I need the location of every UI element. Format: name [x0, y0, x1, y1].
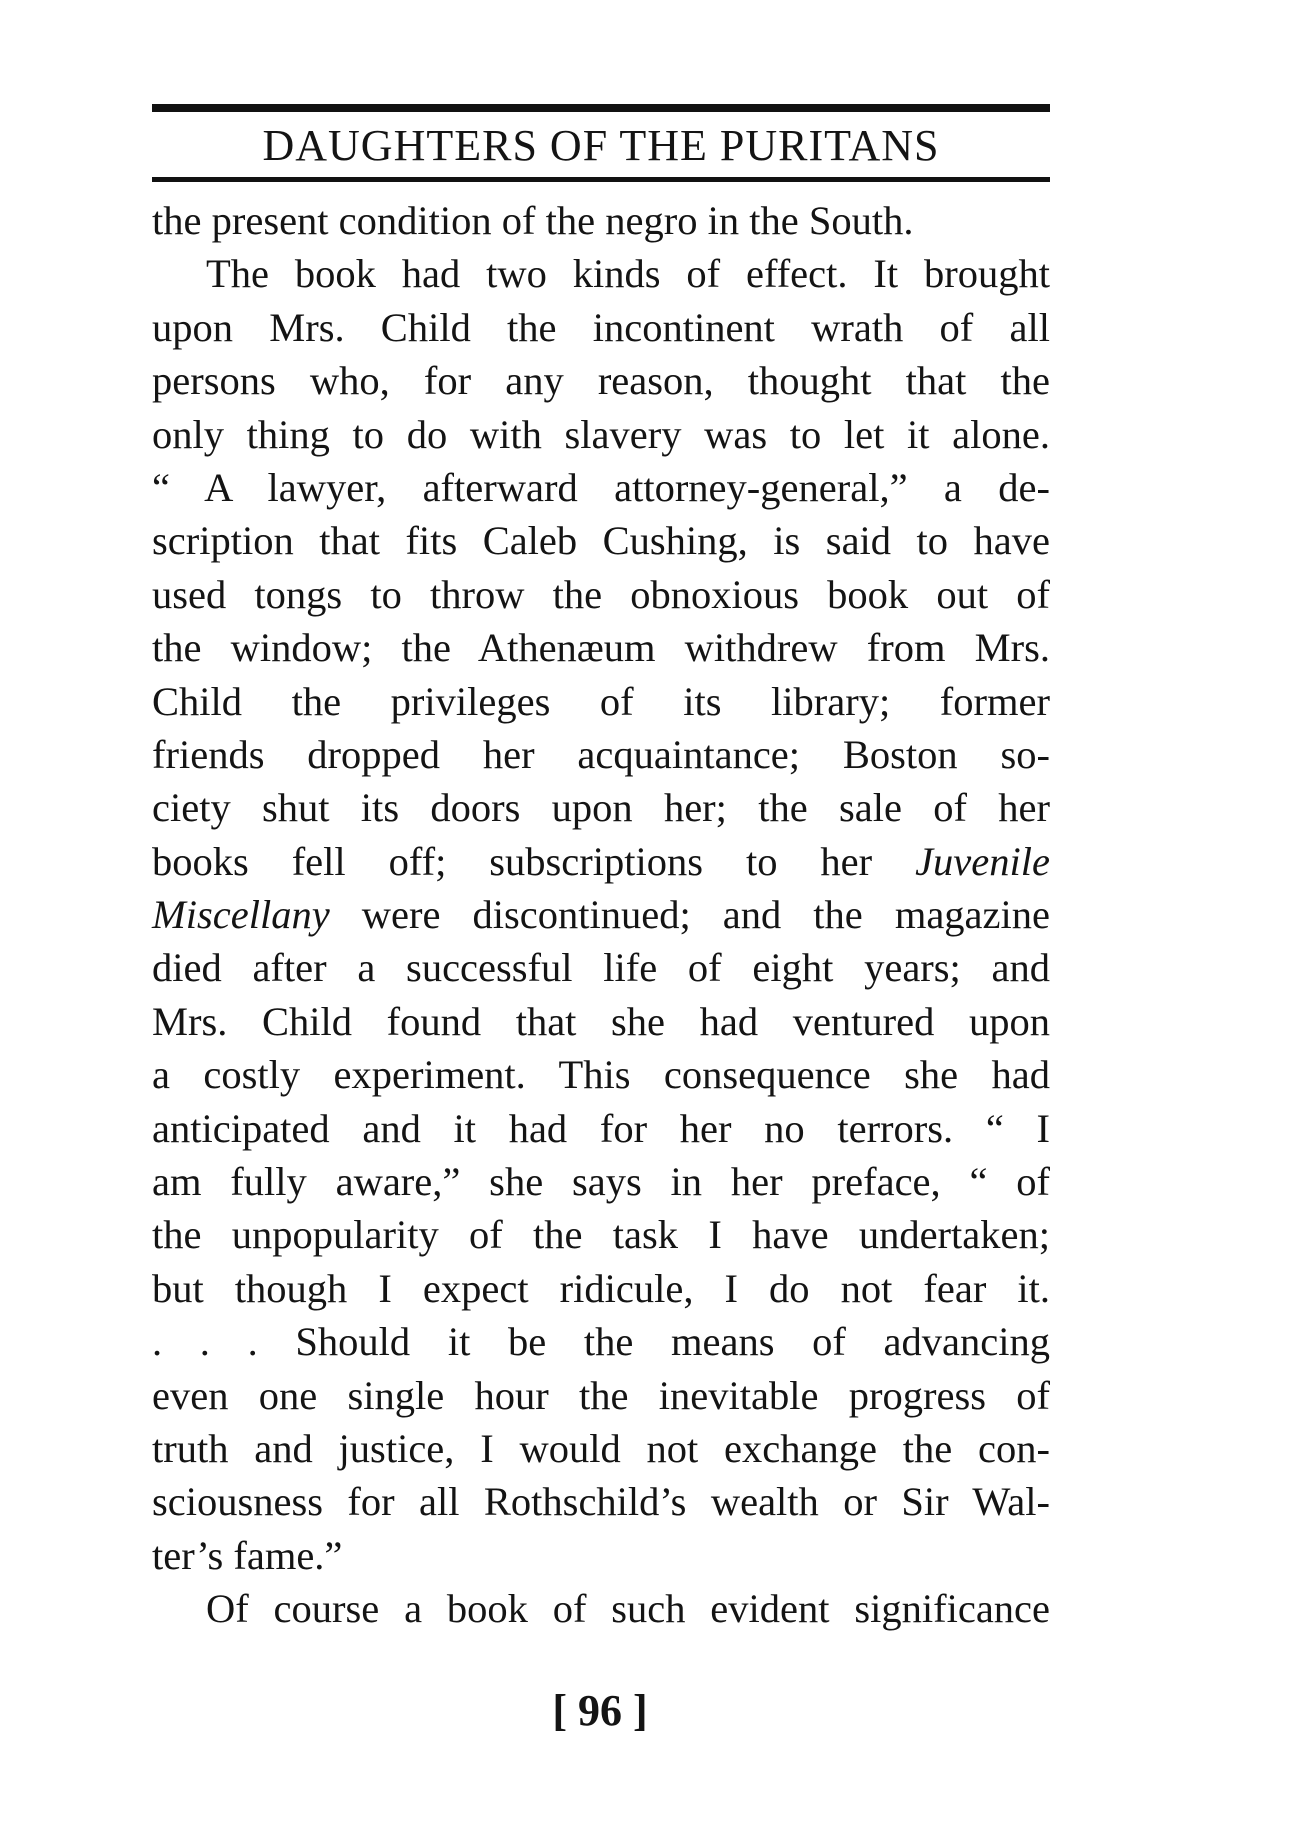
text-line: “ A lawyer, afterward attorney-general,” a de- [152, 464, 1050, 510]
text-line: ciety shut its doors upon her; the sale of her [152, 785, 1050, 831]
header-rule-bottom [152, 177, 1050, 182]
text-line: upon Mrs. Child the incontinent wrath of all [152, 304, 1050, 350]
text-line: scription that fits Caleb Cushing, is said to have [152, 518, 1050, 564]
text-line: died after a successful life of eight years; and [152, 945, 1050, 991]
text-line: the unpopularity of the task I have undertaken; [152, 1212, 1050, 1258]
text-line: Miscellany were discontinued; and the magazine [152, 892, 1050, 938]
text-line: only thing to do with slavery was to let it alone. [152, 411, 1050, 457]
text-line: Child the privileges of its library; former [152, 678, 1050, 724]
text-line: books fell off; subscriptions to her Juvenile [152, 838, 1050, 884]
text-line: even one single hour the inevitable progress of [152, 1372, 1050, 1418]
text-line: a costly experiment. This consequence she had [152, 1052, 1050, 1098]
text-line: am fully aware,” she says in her preface, “ of [152, 1159, 1050, 1205]
text-line: anticipated and it had for her no terrors. “ I [152, 1105, 1050, 1151]
text-line: . . . Should it be the means of advancing [152, 1319, 1050, 1365]
text-line: truth and justice, I would not exchange the con- [152, 1425, 1050, 1471]
text-line: the window; the Athenæum withdrew from Mrs. [152, 625, 1050, 671]
text-line: ter’s fame.” [152, 1532, 343, 1578]
text-line: but though I expect ridicule, I do not fear it. [152, 1265, 1050, 1311]
body-text [152, 194, 1050, 1636]
running-head: DAUGHTERS OF THE PURITANS [262, 121, 940, 170]
text-line: sciousness for all Rothschild’s wealth or Sir Wal- [152, 1479, 1050, 1525]
text-line: the present condition of the negro in the South. [152, 198, 914, 243]
text-line: used tongs to throw the obnoxious book out of [152, 571, 1050, 617]
text-line: The book had two kinds of effect. It brought [206, 251, 1050, 297]
text-line: Mrs. Child found that she had ventured upon [152, 998, 1050, 1044]
text-line: Of course a book of such evident significance [206, 1586, 1050, 1632]
text-line: persons who, for any reason, thought that the [152, 358, 1050, 404]
header-rule-top [152, 104, 1050, 112]
text-line: friends dropped her acquaintance; Boston so- [152, 731, 1050, 777]
page-number: [ 96 ] [552, 1686, 648, 1735]
